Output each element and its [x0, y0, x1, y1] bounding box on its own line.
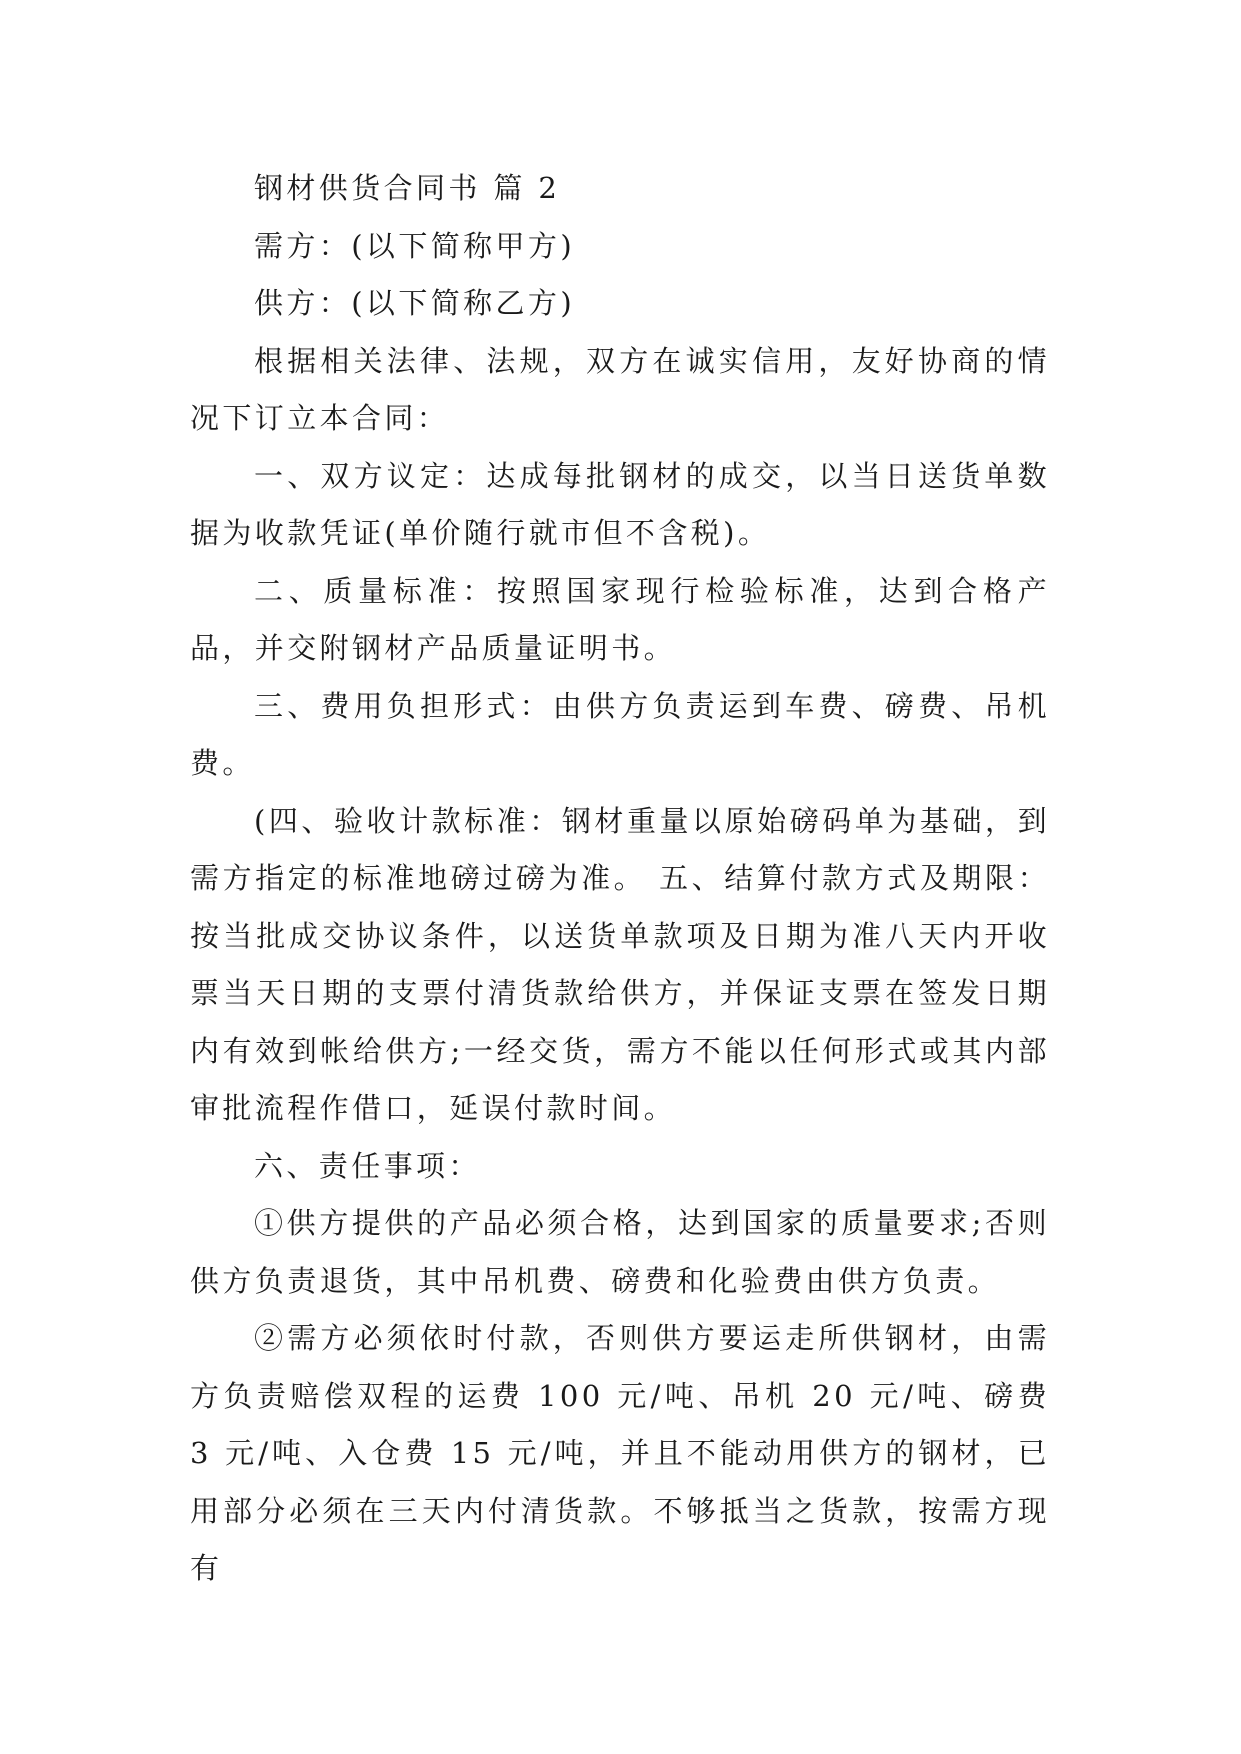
preamble-paragraph: 根据相关法律、法规，双方在诚实信用，友好协商的情况下订立本合同： [190, 343, 1050, 435]
clause-4-5-paragraph: (四、验收计款标准：钢材重量以原始磅码单为基础，到需方指定的标准地磅过磅为准。 五、结算付款方式及期限：按当批成交协议条件，以送货单款项及日期为准八天内开收票当天日期的支票付清货款给供方，并保证支票在签发日期内有效到帐给供方;一经交货，需方不能以任何形式或其内部审批流程作借口，延误付款时间。 [190, 803, 1050, 1125]
supplier-line: 供方：(以下简称乙方) [254, 286, 576, 320]
document-page [190, 160, 1050, 1598]
buyer-line: 需方：(以下简称甲方) [254, 228, 576, 263]
clause-6-item-2: ②需方必须依时付款，否则供方要运走所供钢材，由需方负责赔偿双程的运费 100 元/吨、吊机 20 元/吨、磅费 3 元/吨、入仓费 15 元/吨，并且不能动用供方的钢材，已用部分必须在三天内付清货款。不够抵当之货款，按需方现有 [190, 1321, 1050, 1585]
clause-6-heading: 六、责任事项： [254, 1148, 481, 1183]
document-title: 钢材供货合同书 篇 2 [254, 171, 561, 205]
clause-6-item-1: ①供方提供的产品必须合格，达到国家的质量要求;否则供方负责退货，其中吊机费、磅费和化验费由供方负责。 [190, 1206, 1050, 1298]
clause-1-paragraph: 一、双方议定：达成每批钢材的成交，以当日送货单数据为收款凭证(单价随行就市但不含税)。 [190, 458, 1050, 550]
clause-3-paragraph: 三、费用负担形式：由供方负责运到车费、磅费、吊机费。 [190, 688, 1050, 780]
clause-2-paragraph: 二、质量标准：按照国家现行检验标准，达到合格产品，并交附钢材产品质量证明书。 [190, 573, 1050, 665]
